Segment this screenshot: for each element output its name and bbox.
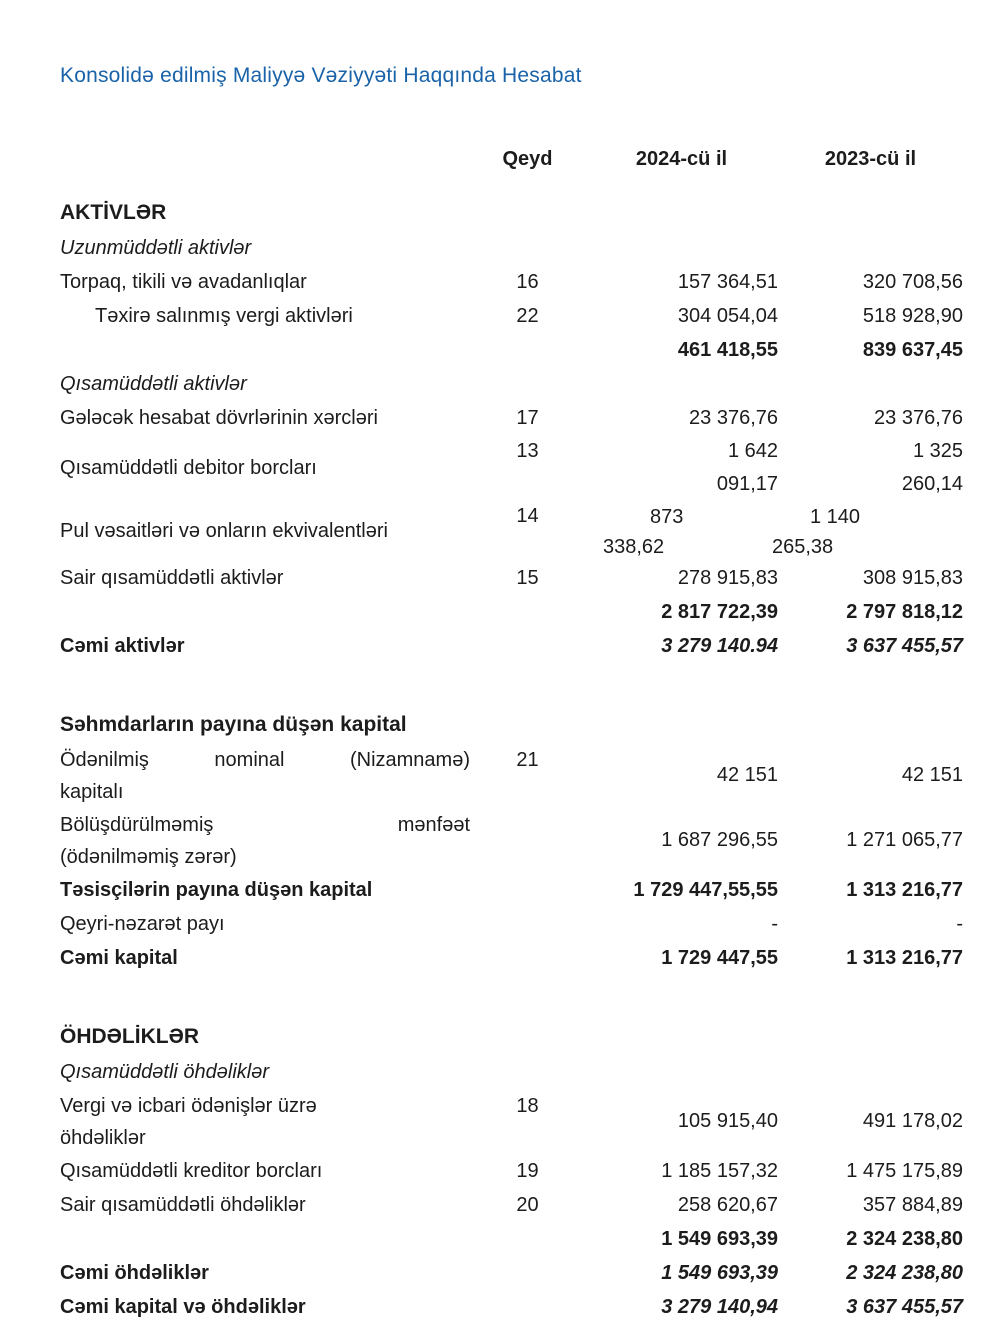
section-ohdelikler (60, 1019, 963, 1055)
value-2023: 1 140 (810, 506, 861, 528)
value-2024: 1 642 091,17 (716, 440, 778, 495)
row-label: Uzunmüddətli aktivlər (60, 237, 252, 259)
value-2024: 1 549 693,39 (661, 1227, 778, 1250)
value-2023: 2 324 238,80 (846, 1227, 963, 1250)
value-2023: 357 884,89 (862, 1193, 963, 1216)
value-2024: 157 364,51 (677, 270, 778, 293)
row-label: Təxirə salınmış vergi aktivləri (95, 305, 353, 327)
value-2023: 839 637,45 (862, 338, 963, 361)
row-kreditor-borclari (60, 1154, 963, 1188)
row-cemi-kapital (60, 941, 963, 975)
row-cemi-aktivler (60, 629, 963, 663)
row-label: Bölüşdürülməmiş mənfəət (ödənilməmiş zərər) (60, 814, 470, 868)
value-2024: 1 549 693,39 (661, 1261, 778, 1284)
value-2024: 304 054,04 (677, 304, 778, 327)
row-label: Qısamüddətli kreditor borcları (60, 1160, 323, 1182)
row-label: Vergi və icbari ödənişlər üzrə öhdəliklər (60, 1095, 317, 1149)
column-header-row (60, 141, 963, 177)
value-2024: 1 687 296,55 (661, 829, 778, 851)
row-sair-qisamuddetli-aktivler (60, 561, 963, 595)
row-pul-vesaitleri (60, 501, 963, 561)
value-2023: 491 178,02 (862, 1110, 963, 1132)
value-2023: 2 797 818,12 (846, 600, 963, 623)
document-title: Konsolidə edilmiş Maliyyə Vəziyyəti Haqqında Hesabat (60, 64, 582, 87)
row-cemi-kapital-ve-ohdelikler (60, 1290, 963, 1324)
row-label: ÖHDƏLİKLƏR (60, 1025, 199, 1048)
value-2023: 1 313 216,77 (846, 946, 963, 969)
row-label: Cəmi kapital (60, 947, 178, 969)
column-header-qeyd: Qeyd (502, 147, 553, 170)
row-torpaq-tikili (60, 265, 963, 299)
value-2024: 1 185 157,32 (661, 1159, 778, 1182)
subsection-uzunmuddetli-aktivler (60, 231, 963, 265)
value-2024: 2 817 722,39 (661, 600, 778, 623)
row-label: Torpaq, tikili və avadanlıqlar (60, 271, 307, 293)
value-2024: 42 151 (716, 764, 778, 786)
note-number: 14 (516, 505, 539, 527)
subsection-qisamuddetli-aktivler (60, 367, 963, 401)
value-2024: 1 729 447,55,55 (633, 878, 778, 901)
value-2023: 1 271 065,77 (846, 829, 963, 851)
row-bolusdurulmemis-menfeet (60, 808, 963, 873)
value-2024: 461 418,55 (677, 338, 778, 361)
value-2023: 23 376,76 (874, 406, 963, 429)
value-2023: - (956, 912, 963, 935)
note-number: 20 (516, 1193, 539, 1216)
row-label: Qısamüddətli debitor borcları (60, 457, 317, 479)
row-odenilmis-nominal (60, 743, 963, 808)
note-number: 13 (516, 440, 539, 462)
row-qisamuddetli-subtotal (60, 595, 963, 629)
row-label: Təsisçilərin payına düşən kapital (60, 879, 373, 901)
value-2024: 278 915,83 (677, 566, 778, 589)
row-tesiscilerin-kapital (60, 873, 963, 907)
row-uzunmuddetli-subtotal (60, 333, 963, 367)
value-2024: 873 (650, 506, 684, 528)
column-header-2023: 2023-cü il (824, 147, 917, 170)
table-body (60, 195, 963, 1324)
value-2024: 3 279 140.94 (661, 634, 778, 657)
value-2023: 1 325 260,14 (901, 440, 963, 495)
value-2024: 23 376,76 (689, 406, 778, 429)
row-ohdelikler-subtotal (60, 1222, 963, 1256)
value-2023: 3 637 455,57 (846, 1295, 963, 1318)
value-2024: 258 620,67 (677, 1193, 778, 1216)
row-label: Qısamüddətli aktivlər (60, 373, 247, 395)
row-label: Səhmdarların payına düşən kapital (60, 713, 407, 736)
value-2023: 1 313 216,77 (846, 878, 963, 901)
section-aktivler (60, 195, 963, 231)
row-cemi-ohdelikler (60, 1256, 963, 1290)
column-header-2024: 2024-cü il (635, 147, 728, 170)
spacer (60, 663, 963, 707)
section-sehmdarlar-kapital (60, 707, 963, 743)
row-label: Qeyri-nəzarət payı (60, 913, 225, 935)
value-2024: 105 915,40 (677, 1110, 778, 1132)
row-label: Sair qısamüddətli öhdəliklər (60, 1194, 306, 1216)
value-2023: 2 324 238,80 (846, 1261, 963, 1284)
row-label: AKTİVLƏR (60, 201, 167, 224)
value-2023: 42 151 (901, 764, 963, 786)
row-sair-qisamuddetli-ohdelikler (60, 1188, 963, 1222)
row-texire-salinmis (60, 299, 963, 333)
note-number: 19 (516, 1159, 539, 1182)
note-number: 18 (516, 1095, 539, 1117)
note-number: 15 (516, 566, 539, 589)
row-debitor-borclari (60, 435, 963, 501)
values-wrapped (585, 501, 963, 561)
row-vergi-icbari (60, 1089, 963, 1154)
row-gelecek-hesabat (60, 401, 963, 435)
note-number: 22 (516, 304, 539, 327)
financial-table (60, 141, 963, 1324)
row-label: Ödənilmiş nominal (Nizamnamə) kapitalı (60, 749, 470, 803)
note-number: 21 (516, 749, 539, 771)
row-qeyri-nezaret-payi (60, 907, 963, 941)
value-2023: 308 915,83 (862, 566, 963, 589)
row-label: Cəmi öhdəliklər (60, 1262, 209, 1284)
row-label: Gələcək hesabat dövrlərinin xərcləri (60, 407, 378, 429)
value-2024: - (771, 912, 778, 935)
spacer (60, 975, 963, 1019)
row-label: Pul vəsaitləri və onların ekvivalentləri (60, 520, 388, 542)
value-2023: 320 708,56 (862, 270, 963, 293)
row-label: Cəmi kapital və öhdəliklər (60, 1296, 306, 1318)
subsection-qisamuddetli-ohdelikler (60, 1055, 963, 1089)
value-2023: 3 637 455,57 (846, 634, 963, 657)
row-label: Sair qısamüddətli aktivlər (60, 567, 284, 589)
value-2024: 1 729 447,55 (661, 946, 778, 969)
value-2023: 518 928,90 (862, 304, 963, 327)
note-number (470, 808, 585, 809)
value-2024: 3 279 140,94 (661, 1295, 778, 1318)
note-number: 16 (516, 270, 539, 293)
note-number: 17 (516, 406, 539, 429)
value-2023: 1 475 175,89 (846, 1159, 963, 1182)
row-label: Qısamüddətli öhdəliklər (60, 1061, 269, 1083)
value-2023: 265,38 (772, 536, 834, 558)
value-2024: 338,62 (603, 536, 665, 558)
row-label: Cəmi aktivlər (60, 635, 185, 657)
